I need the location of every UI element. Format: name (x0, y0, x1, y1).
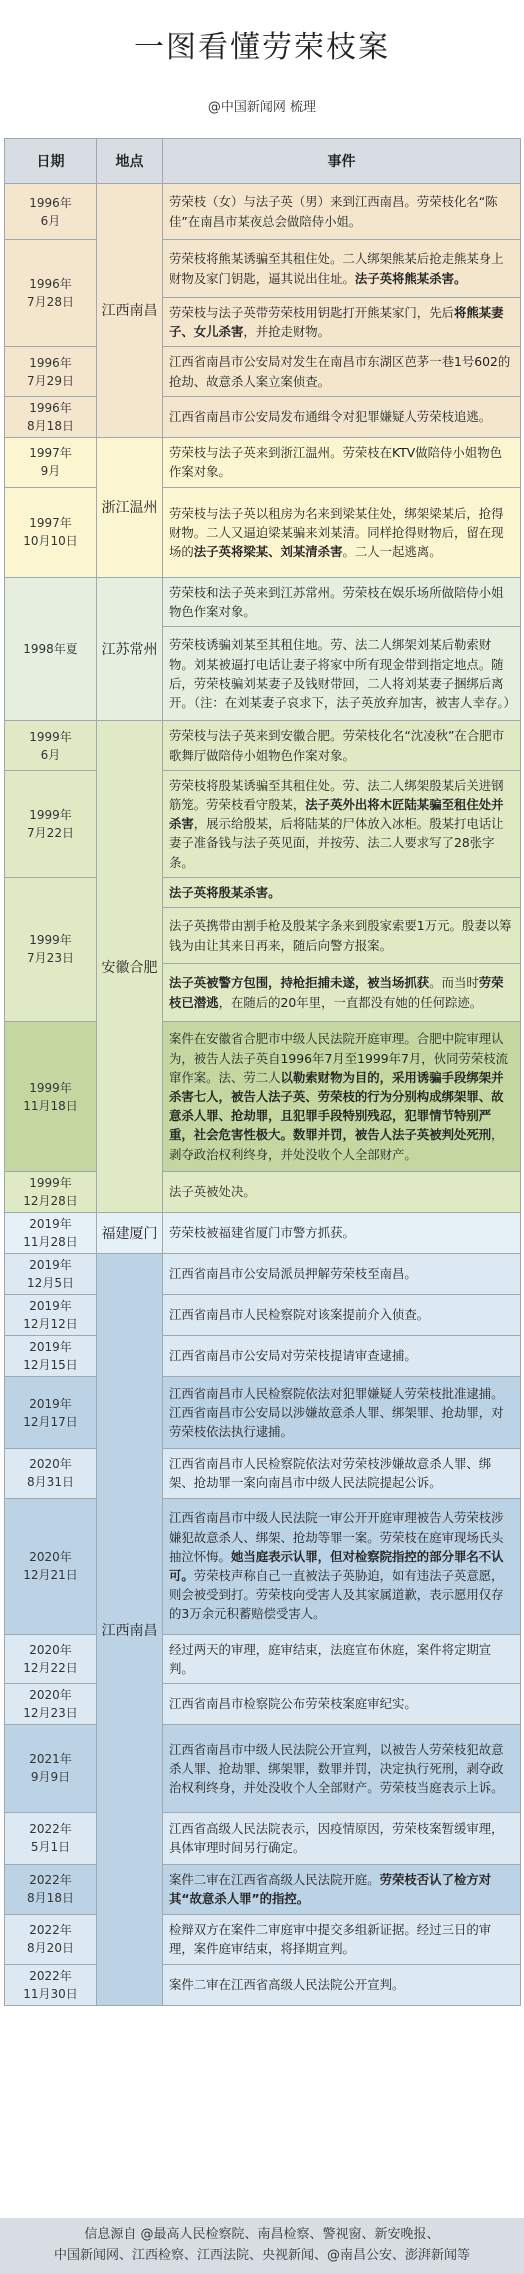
event-cell (163, 240, 521, 298)
date-cell: 1999年 7月23日 (5, 877, 97, 1021)
place-cell: 浙江温州 (97, 437, 163, 577)
place-cell: 安徽合肥 (97, 721, 163, 1213)
event-cell (163, 1172, 521, 1213)
event-cell (163, 1295, 521, 1336)
date-cell: 1999年 12月28日 (5, 1172, 97, 1213)
footer-line: 信息源自 @最高人民检察院、南昌检察、警视窗、新安晚报、 (84, 2227, 440, 2243)
table-row (5, 1377, 521, 1449)
event-cell (163, 1449, 521, 1498)
event-cell (163, 721, 521, 770)
event-cell (163, 1683, 521, 1724)
date-cell: 1996年 7月29日 (5, 347, 97, 396)
event-text: 法子英携带由割手枪及殷某字条来到殷家索要1万元。殷妻以筹钱为由让其来日再来，随后向警方报案。 (169, 918, 512, 953)
table-row (5, 396, 521, 437)
header-date: 日期 (5, 139, 97, 184)
table-row (5, 1964, 521, 2005)
event-text: 劳荣枝（女）与法子英（男）来到江西南昌。劳荣枝化名“陈佳”在南昌市某夜总会做陪侍小姐。 (169, 194, 498, 229)
event-cell (163, 908, 521, 964)
event-cell (163, 964, 521, 1022)
date-cell: 1996年 8月18日 (5, 396, 97, 437)
event-text: 经过两天的审理，庭审结束，法庭宣布休庭，案件将定期宣判。 (169, 1641, 492, 1676)
event-cell (163, 487, 521, 577)
table-row (5, 184, 521, 240)
event-highlight: 将熊某妻子、女儿杀害 (169, 305, 504, 340)
event-text: 江西省南昌市检察院公布劳荣枝案庭审纪实。 (169, 1696, 417, 1712)
date-cell: 1999年 6月 (5, 721, 97, 770)
event-highlight: 她当庭表示认罪，但对检察院指控的部分罪名不认可。 (169, 1548, 504, 1583)
event-text: 案件二审在江西省高级人民法院公开宣判。 (169, 1977, 405, 1993)
table-row (5, 1498, 521, 1634)
table-row (5, 1634, 521, 1683)
event-cell (163, 1377, 521, 1449)
date-cell: 1997年 10月10日 (5, 487, 97, 577)
date-cell: 2020年 12月23日 (5, 1683, 97, 1724)
event-text: 检辩双方在案件二审庭审中提交多组新证据。经过三日的审理，案件庭审结束，将择期宣判。 (169, 1922, 492, 1957)
place-cell: 江苏常州 (97, 577, 163, 720)
date-cell: 2021年 9月9日 (5, 1724, 97, 1812)
footer-sources (0, 2218, 524, 2274)
event-cell (163, 770, 521, 877)
event-cell (163, 1864, 521, 1914)
table-row (5, 1864, 521, 1914)
event-cell (163, 437, 521, 487)
event-cell (163, 1964, 521, 2005)
header-row (5, 139, 521, 184)
event-text: 劳荣枝与法子英以租房为名来到梁某住处，绑架梁某后，抢得财物。二人又逼迫梁某骗来刘某清。同样抢得财物后，留在现场的 (169, 505, 504, 559)
date-cell: 1996年 7月28日 (5, 240, 97, 347)
date-cell: 2019年 12月17日 (5, 1377, 97, 1449)
table-row (5, 877, 521, 907)
event-text: 江西省南昌市公安局对发生在南昌市东湖区芭茅一巷1号602的抢劫、故意杀人案立案侦查。 (169, 354, 511, 389)
event-text: 江西省南昌市人民检察院对该案提前介入侦查。 (169, 1307, 430, 1323)
event-text: 劳荣枝与法子英来到安徽合肥。劳荣枝化名“沈凌秋”在合肥市歌舞厅做陪侍小姐物色作案对象。 (169, 728, 504, 763)
event-highlight: 劳荣枝已潜逃 (169, 975, 504, 1010)
event-text: 劳荣枝将殷某诱骗至其租住处。劳、法二人绑架殷某后关进钢筋笼。劳荣枝看守殷某， (169, 777, 504, 812)
event-text: 江西省南昌市公安局派员押解劳荣枝至南昌。 (169, 1266, 417, 1282)
event-text: 劳荣枝与法子英带劳荣枝用钥匙打开熊某家门，先后 (169, 305, 454, 320)
event-text: 江西省高级人民法院表示，因疫情原因，劳荣枝案暂缓审理，具体审理时间另行确定。 (169, 1821, 504, 1856)
date-cell: 1998年夏 (5, 577, 97, 720)
event-text: 江西省南昌市人民检察院依法对劳荣枝涉嫌故意杀人罪、绑架、抢劫罪一案向南昌市中级人民法院提起公诉。 (169, 1456, 492, 1491)
event-text: 。而当时 (429, 975, 479, 991)
event-cell (163, 1213, 521, 1254)
footer-line: 中国新闻网、江西检察、江西法院、央视新闻、@南昌公安、澎湃新闻等 (53, 2248, 470, 2263)
date-cell: 1996年 6月 (5, 184, 97, 240)
event-highlight: 法子英将殷某杀害。 (169, 884, 281, 900)
table-row (5, 577, 521, 626)
event-cell (163, 347, 521, 396)
event-text: 劳荣枝被福建省厦门市警方抓获。 (169, 1225, 355, 1241)
event-text: 法子英被处决。 (169, 1184, 256, 1200)
table-row (5, 1172, 521, 1213)
date-cell: 1999年 7月22日 (5, 770, 97, 877)
table-row (5, 347, 521, 396)
event-text: ，在随后的20年里，一直都没有她的任何踪迹。 (218, 994, 483, 1010)
header-event: 事件 (163, 139, 521, 184)
timeline-table (4, 138, 521, 2006)
event-cell (163, 396, 521, 437)
event-cell (163, 877, 521, 907)
event-text: 劳荣枝将熊某诱骗至其租住处。二人绑架熊某后抢走熊某身上财物及家门钥匙，逼其说出住址。 (169, 251, 504, 286)
table-row (5, 1449, 521, 1498)
event-cell (163, 1724, 521, 1812)
table-row (5, 1336, 521, 1377)
table-row (5, 1724, 521, 1812)
page-title: 一图看懂劳荣枝案 (134, 30, 390, 65)
header-place: 地点 (97, 139, 163, 184)
date-cell: 2022年 5月1日 (5, 1812, 97, 1864)
date-cell: 2019年 12月5日 (5, 1254, 97, 1295)
event-text: 劳荣枝与法子英来到浙江温州。劳荣枝在KTV做陪侍小姐物色作案对象。 (169, 445, 502, 480)
event-highlight: 劳荣枝否认了检方对其“故意杀人罪”的指控。 (169, 1872, 492, 1907)
event-cell (163, 184, 521, 240)
date-cell: 2022年 8月18日 (5, 1864, 97, 1914)
event-highlight: 法子英外出将木匠陆某骗至租住处并杀害 (169, 796, 504, 832)
event-text: 劳荣枝和法子英来到江苏常州。劳荣枝在娱乐场所做陪侍小姐物色作案对象。 (169, 584, 504, 620)
table-row (5, 240, 521, 298)
event-cell (163, 1498, 521, 1634)
event-text: 劳荣枝诱骗刘某至其租住地。劳、法二人绑架刘某后勒索财物。刘某被逼打电话让妻子将家中所有现金带到指定地点。随后，劳荣枝骗刘某妻子及钱财带回，二人将刘某妻子捆绑后离开。（注：在刘某妻子哀求下，法子英放弃加害，被害人幸存。） (169, 637, 516, 711)
event-text: 江西省南昌市人民检察院依法对犯罪嫌疑人劳荣枝批准逮捕。江西省南昌市公安局以涉嫌故意杀人罪、绑架罪、抢劫罪，对劳荣枝依法执行逮捕。 (169, 1385, 504, 1440)
place-cell: 江西南昌 (97, 1254, 163, 2006)
table-row (5, 1914, 521, 1964)
event-text: 江西省南昌市中级人民法院公开宣判，以被告人劳荣枝犯故意杀人罪、抢劫罪、绑架罪，数罪并罚，决定执行死刑，剥夺政治权利终身，并处没收个人全部财产。劳荣枝当庭表示上诉。 (169, 1741, 504, 1796)
event-text: 案件二审在江西省高级人民法院开庭。 (169, 1872, 380, 1888)
date-cell: 2020年 12月21日 (5, 1498, 97, 1634)
table-row (5, 1254, 521, 1295)
event-cell (163, 1812, 521, 1864)
event-text: ，并抢走财物。 (243, 324, 331, 340)
table-row (5, 1812, 521, 1864)
event-text: ，剥夺政治权利终身，并处没收个人全部财产。 (169, 1127, 504, 1162)
event-text: ，展示给殷某，后将陆某的尸体放入冰柜。殷某打电话让妻子准备钱与法子英见面，并按劳、法二人要求写了28张字条。 (169, 816, 504, 870)
event-text: 江西省南昌市公安局发布通缉令对犯罪嫌疑人劳荣枝追逃。 (169, 409, 492, 425)
event-cell (163, 1336, 521, 1377)
event-highlight: 法子英将熊某杀害。 (354, 270, 467, 286)
event-text: 案件在安徽省合肥市中级人民法院开庭审理。合肥中院审理认为，被告人法子英自1996年7月至1999年7月，伙同劳荣枝流窜作案。法、劳二人 (169, 1031, 509, 1085)
event-text: 江西省南昌市中级人民法院一审公开开庭审理被告人劳荣枝涉嫌犯故意杀人、绑架、抢劫等罪一案。劳荣枝在庭审现场氏头抽泣怀悔。 (169, 1510, 504, 1564)
table-row (5, 1022, 521, 1172)
date-cell: 2020年 8月31日 (5, 1449, 97, 1498)
date-cell: 2022年 8月20日 (5, 1914, 97, 1964)
date-cell: 2019年 11月28日 (5, 1213, 97, 1254)
place-cell: 江西南昌 (97, 184, 163, 438)
event-text: 。二人一起逃离。 (342, 543, 442, 559)
table-row (5, 437, 521, 487)
event-cell (163, 577, 521, 626)
event-highlight: 以勒索财物为目的，采用诱骗手段绑架并杀害七人，被告人法子英、劳荣枝的行为分别构成绑架罪、故意杀人罪、抢劫罪，且犯罪手段特别残忍，犯罪情节特别严重，社会危害性极大。数罪并罚，被告人法子英被判处死刑 (169, 1069, 504, 1143)
table-row (5, 1295, 521, 1336)
date-cell: 2019年 12月15日 (5, 1336, 97, 1377)
date-cell: 1999年 11月18日 (5, 1022, 97, 1172)
event-text: 江西省南昌市公安局对劳荣枝提请审查逮捕。 (169, 1348, 417, 1364)
date-cell: 2022年 11月30日 (5, 1964, 97, 2005)
place-cell: 福建厦门 (97, 1213, 163, 1254)
date-cell: 2019年 12月12日 (5, 1295, 97, 1336)
event-highlight: 法子英被警方包围，持枪拒捕未遂，被当场抓获 (169, 975, 430, 991)
event-cell (163, 298, 521, 347)
event-highlight: 法子英将梁某、刘某清杀害 (193, 543, 343, 559)
event-cell (163, 1254, 521, 1295)
byline: @中国新闻网 梳理 (207, 99, 317, 115)
event-cell (163, 1022, 521, 1172)
date-cell: 2020年 12月22日 (5, 1634, 97, 1683)
event-text: 劳荣枝声称自己一直被法子英胁迫，如有违法子英意愿，则会被受到打。劳荣枝向受害人及其家属道歉，表示愿用仅存的3万余元积蓄赔偿受害人。 (169, 1568, 504, 1622)
table-row (5, 487, 521, 577)
event-cell (163, 1914, 521, 1964)
table-row (5, 1683, 521, 1724)
date-cell: 1997年 9月 (5, 437, 97, 487)
table-row (5, 721, 521, 770)
event-cell (163, 1634, 521, 1683)
event-cell (163, 627, 521, 721)
table-row (5, 770, 521, 877)
table-row (5, 1213, 521, 1254)
